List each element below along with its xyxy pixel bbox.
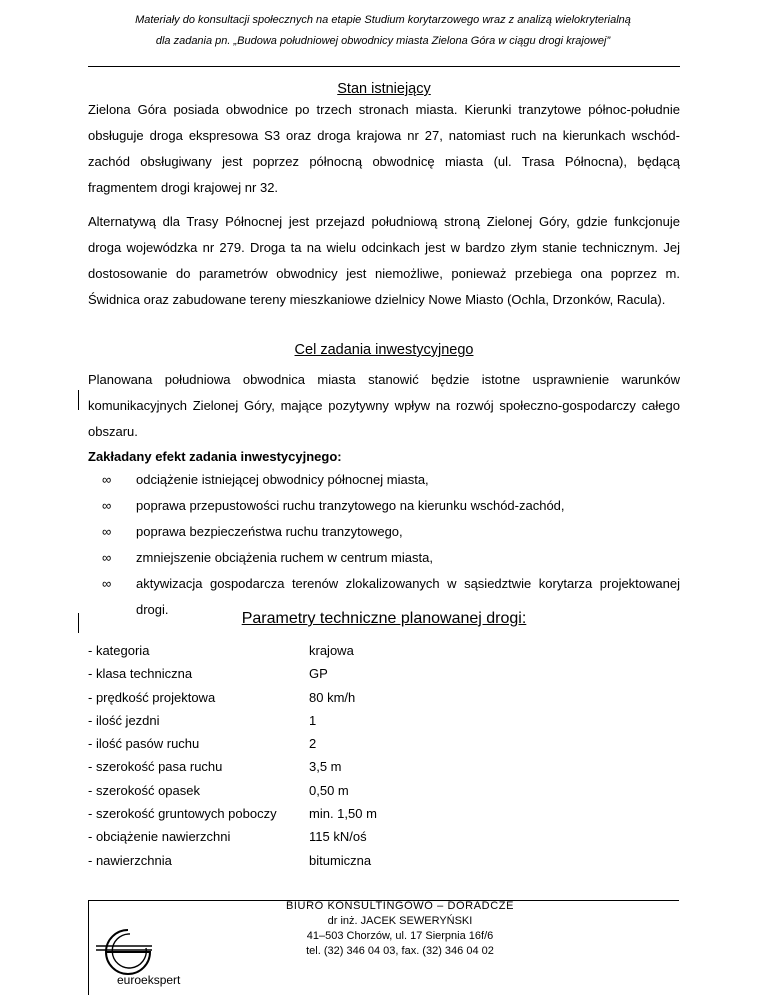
section-title-stan: Stan istniejący <box>337 81 431 97</box>
section-title-params: Parametry techniczne planowanej drogi: <box>241 610 527 627</box>
company-info <box>250 899 550 959</box>
list-item: ∞ poprawa bezpieczeństwa ruchu tranzytowego, <box>88 519 680 545</box>
list-item: ∞ poprawa przepustowości ruchu tranzytowego na kierunku wschód-zachód, <box>88 493 680 519</box>
change-bar <box>78 613 79 633</box>
table-row: - obciążenie nawierzchni 115 kN/oś <box>88 829 367 845</box>
effects-heading: Zakładany efekt zadania inwestycyjnego: <box>88 449 342 464</box>
company-address: 41–503 Chorzów, ul. 17 Sierpnia 16f/6 <box>306 930 494 942</box>
company-phone: tel. (32) 346 04 03, fax. (32) 346 04 02 <box>306 945 494 957</box>
table-row: - klasa techniczna GP <box>88 666 328 682</box>
params-table <box>88 639 680 872</box>
header-line-1: Materiały do konsultacji społecznych na etapie Studium korytarzowego wraz z analizą wielokryterialną <box>135 14 631 26</box>
effects-list <box>88 467 680 623</box>
header-rule <box>88 66 680 67</box>
list-item: ∞ aktywizacja gospodarcza terenów zlokalizowanych w sąsiedztwie korytarza projektowanej drogi. <box>88 571 680 623</box>
table-row: - szerokość pasa ruchu 3,5 m <box>88 759 342 775</box>
bullet-icon: ∞ <box>102 550 112 565</box>
list-item: ∞ zmniejszenie obciążenia ruchem w centrum miasta, <box>88 545 680 571</box>
section-title-cel: Cel zadania inwestycyjnego <box>294 342 474 358</box>
table-row: - szerokość gruntowych poboczy min. 1,50 m <box>88 806 377 822</box>
table-row: - kategoria krajowa <box>88 643 354 658</box>
logo-text: euroekspert <box>117 973 181 987</box>
euroekspert-logo-icon <box>90 908 200 988</box>
table-row: - ilość jezdni 1 <box>88 712 317 728</box>
bullet-icon: ∞ <box>102 472 112 487</box>
table-row: - szerokość opasek 0,50 m <box>88 782 349 798</box>
page-header <box>88 10 678 52</box>
table-row: - prędkość projektowa 80 km/h <box>88 689 356 705</box>
bullet-icon: ∞ <box>102 576 112 591</box>
cel-paragraph: Planowana południowa obwodnica miasta stanowić będzie istotne usprawnienie warunków komunikacyjnych Zielonej Góry, mające pozytywny wpływ na rozwój społeczno-gospodarczy całego obszaru. <box>88 372 680 439</box>
table-row: - ilość pasów ruchu 2 <box>88 736 317 752</box>
list-item: ∞ odciążenie istniejącej obwodnicy północnej miasta, <box>88 467 680 493</box>
change-bar <box>78 390 79 410</box>
header-line-2: dla zadania pn. „Budowa południowej obwodnicy miasta Zielona Góra w ciągu drogi krajowej” <box>155 35 611 47</box>
stan-paragraph-1: Zielona Góra posiada obwodnice po trzech stronach miasta. Kierunki tranzytowe północ-południe obsługuje droga ekspresowa S3 oraz droga krajowa nr 27, natomiast ruch na kierunkach wschód-zachód obsługiwany jest poprzez północną obwodnicę miasta (ul. Trasa Północna), będącą fragmentem drogi krajowej nr 32. <box>88 102 680 195</box>
bullet-icon: ∞ <box>102 524 112 539</box>
table-row: - nawierzchnia bitumiczna <box>88 852 372 868</box>
stan-paragraph-2: Alternatywą dla Trasy Północnej jest przejazd południową stroną Zielonej Góry, gdzie funkcjonuje droga wojewódzka nr 279. Droga ta na wielu odcinkach jest w bardzo złym stanie technicznym. Jej dostosowanie do parametrów obwodnicy jest niemożliwe, ponieważ przebiega ona poprzez m. Świdnica oraz zabudowane tereny mieszkaniowe dzielnicy Nowe Miasto (Ochla, Drzonków, Racula). <box>88 214 680 307</box>
bullet-icon: ∞ <box>102 498 112 513</box>
company-person: dr inż. JACEK SEWERYŃSKI <box>327 915 473 927</box>
company-name: BIURO KONSULTINGOWO – DORADCZE <box>285 900 515 912</box>
